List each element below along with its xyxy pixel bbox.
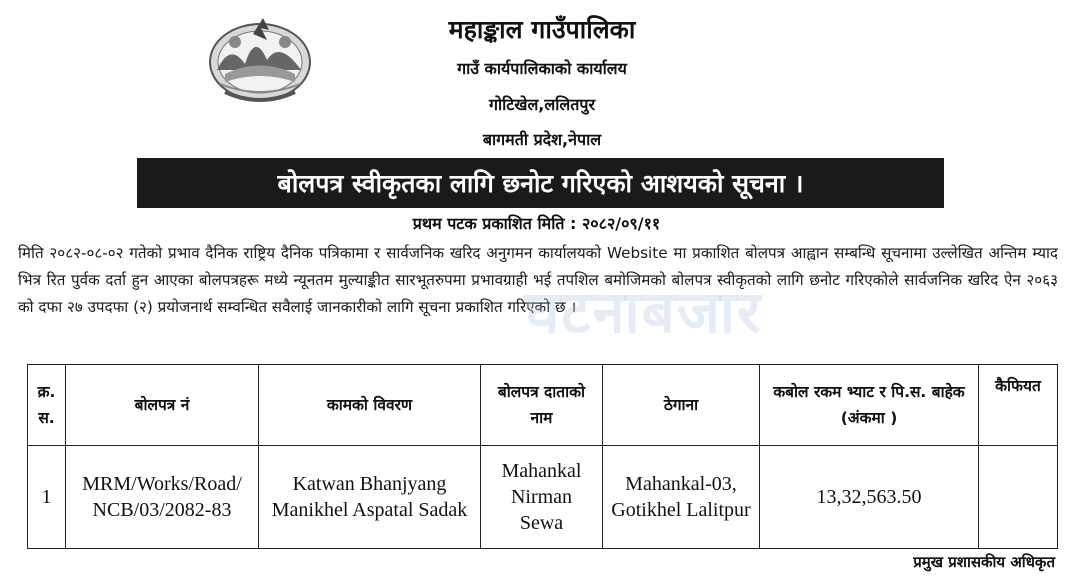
bid-table bbox=[27, 364, 1058, 549]
header-work-desc: कामको विवरण bbox=[259, 365, 481, 446]
published-date: प्रथम पटक प्रकाशित मिति : २०८२/०९/११ bbox=[412, 214, 661, 233]
cell-amount: 13,32,563.50 bbox=[760, 446, 979, 549]
office-location: गोटिखेल,ललितपुर bbox=[489, 95, 595, 114]
office-name: महाङ्काल गाउँपालिका bbox=[448, 15, 636, 44]
header-amount: कबोल रकम भ्याट र पि.स. बाहेक (अंकमा ) bbox=[760, 365, 979, 446]
office-province: बागमती प्रदेश,नेपाल bbox=[482, 130, 602, 149]
table-row bbox=[28, 446, 1058, 549]
notice-paragraph: मिति २०८२-०८-०२ गतेको प्रभाव दैनिक राष्ट्रिय दैनिक पत्रिकामा र सार्वजनिक खरिद अनुगमन कार्यालयको Website मा प्रकाशित बोलपत्र आह्वान सम्बन्धि सूचनामा उल्लेखित अन्तिम म्याद भित्र रित पुर्वक दर्ता हुन आएका बोलपत्रहरू मध्ये न्यूनतम मुल्याङ्कीत सारभूतरुपमा प्रभावग्राही भई तपशिल बमोजिमको बोलपत्र स्वीकृतको लागि छनोट गरिएकोले सार्वजनिक खरिद ऐन २०६३ को दफा २७ उपदफा (२) प्रयोजनार्थ सम्वन्धित सवैलाई जानकारीको लागि सूचना प्रकाशित गरिएको छ । bbox=[18, 244, 1058, 316]
header-bidder: बोलपत्र दाताको नाम bbox=[481, 365, 603, 446]
table-header-row bbox=[28, 365, 1058, 446]
cell-bid-no: MRM/Works/Road/ NCB/03/2082-83 bbox=[66, 446, 259, 549]
cell-address: Mahankal-03, Gotikhel Lalitpur bbox=[603, 446, 760, 549]
cell-sn: 1 bbox=[28, 446, 66, 549]
cell-work-desc: Katwan Bhanjyang Manikhel Aspatal Sadak bbox=[259, 446, 481, 549]
signature-title: प्रमुख प्रशासकीय अधिकृत bbox=[913, 553, 1055, 571]
cell-bidder: Mahankal Nirman Sewa bbox=[481, 446, 603, 549]
notice-title-banner bbox=[137, 158, 944, 208]
header-address: ठेगाना bbox=[603, 365, 760, 446]
notice-title: बोलपत्र स्वीकृतका लागि छनोट गरिएको आशयको सूचना । bbox=[277, 169, 804, 198]
header-bid-no: बोलपत्र नं bbox=[66, 365, 259, 446]
header-sn: क्र. स. bbox=[28, 365, 66, 446]
header-remarks: कैफियत bbox=[979, 365, 1058, 446]
watermark-logo: घटनाबजार bbox=[525, 278, 763, 346]
cell-remarks bbox=[979, 446, 1058, 549]
office-subtitle: गाउँ कार्यपालिकाको कार्यालय bbox=[457, 59, 627, 78]
